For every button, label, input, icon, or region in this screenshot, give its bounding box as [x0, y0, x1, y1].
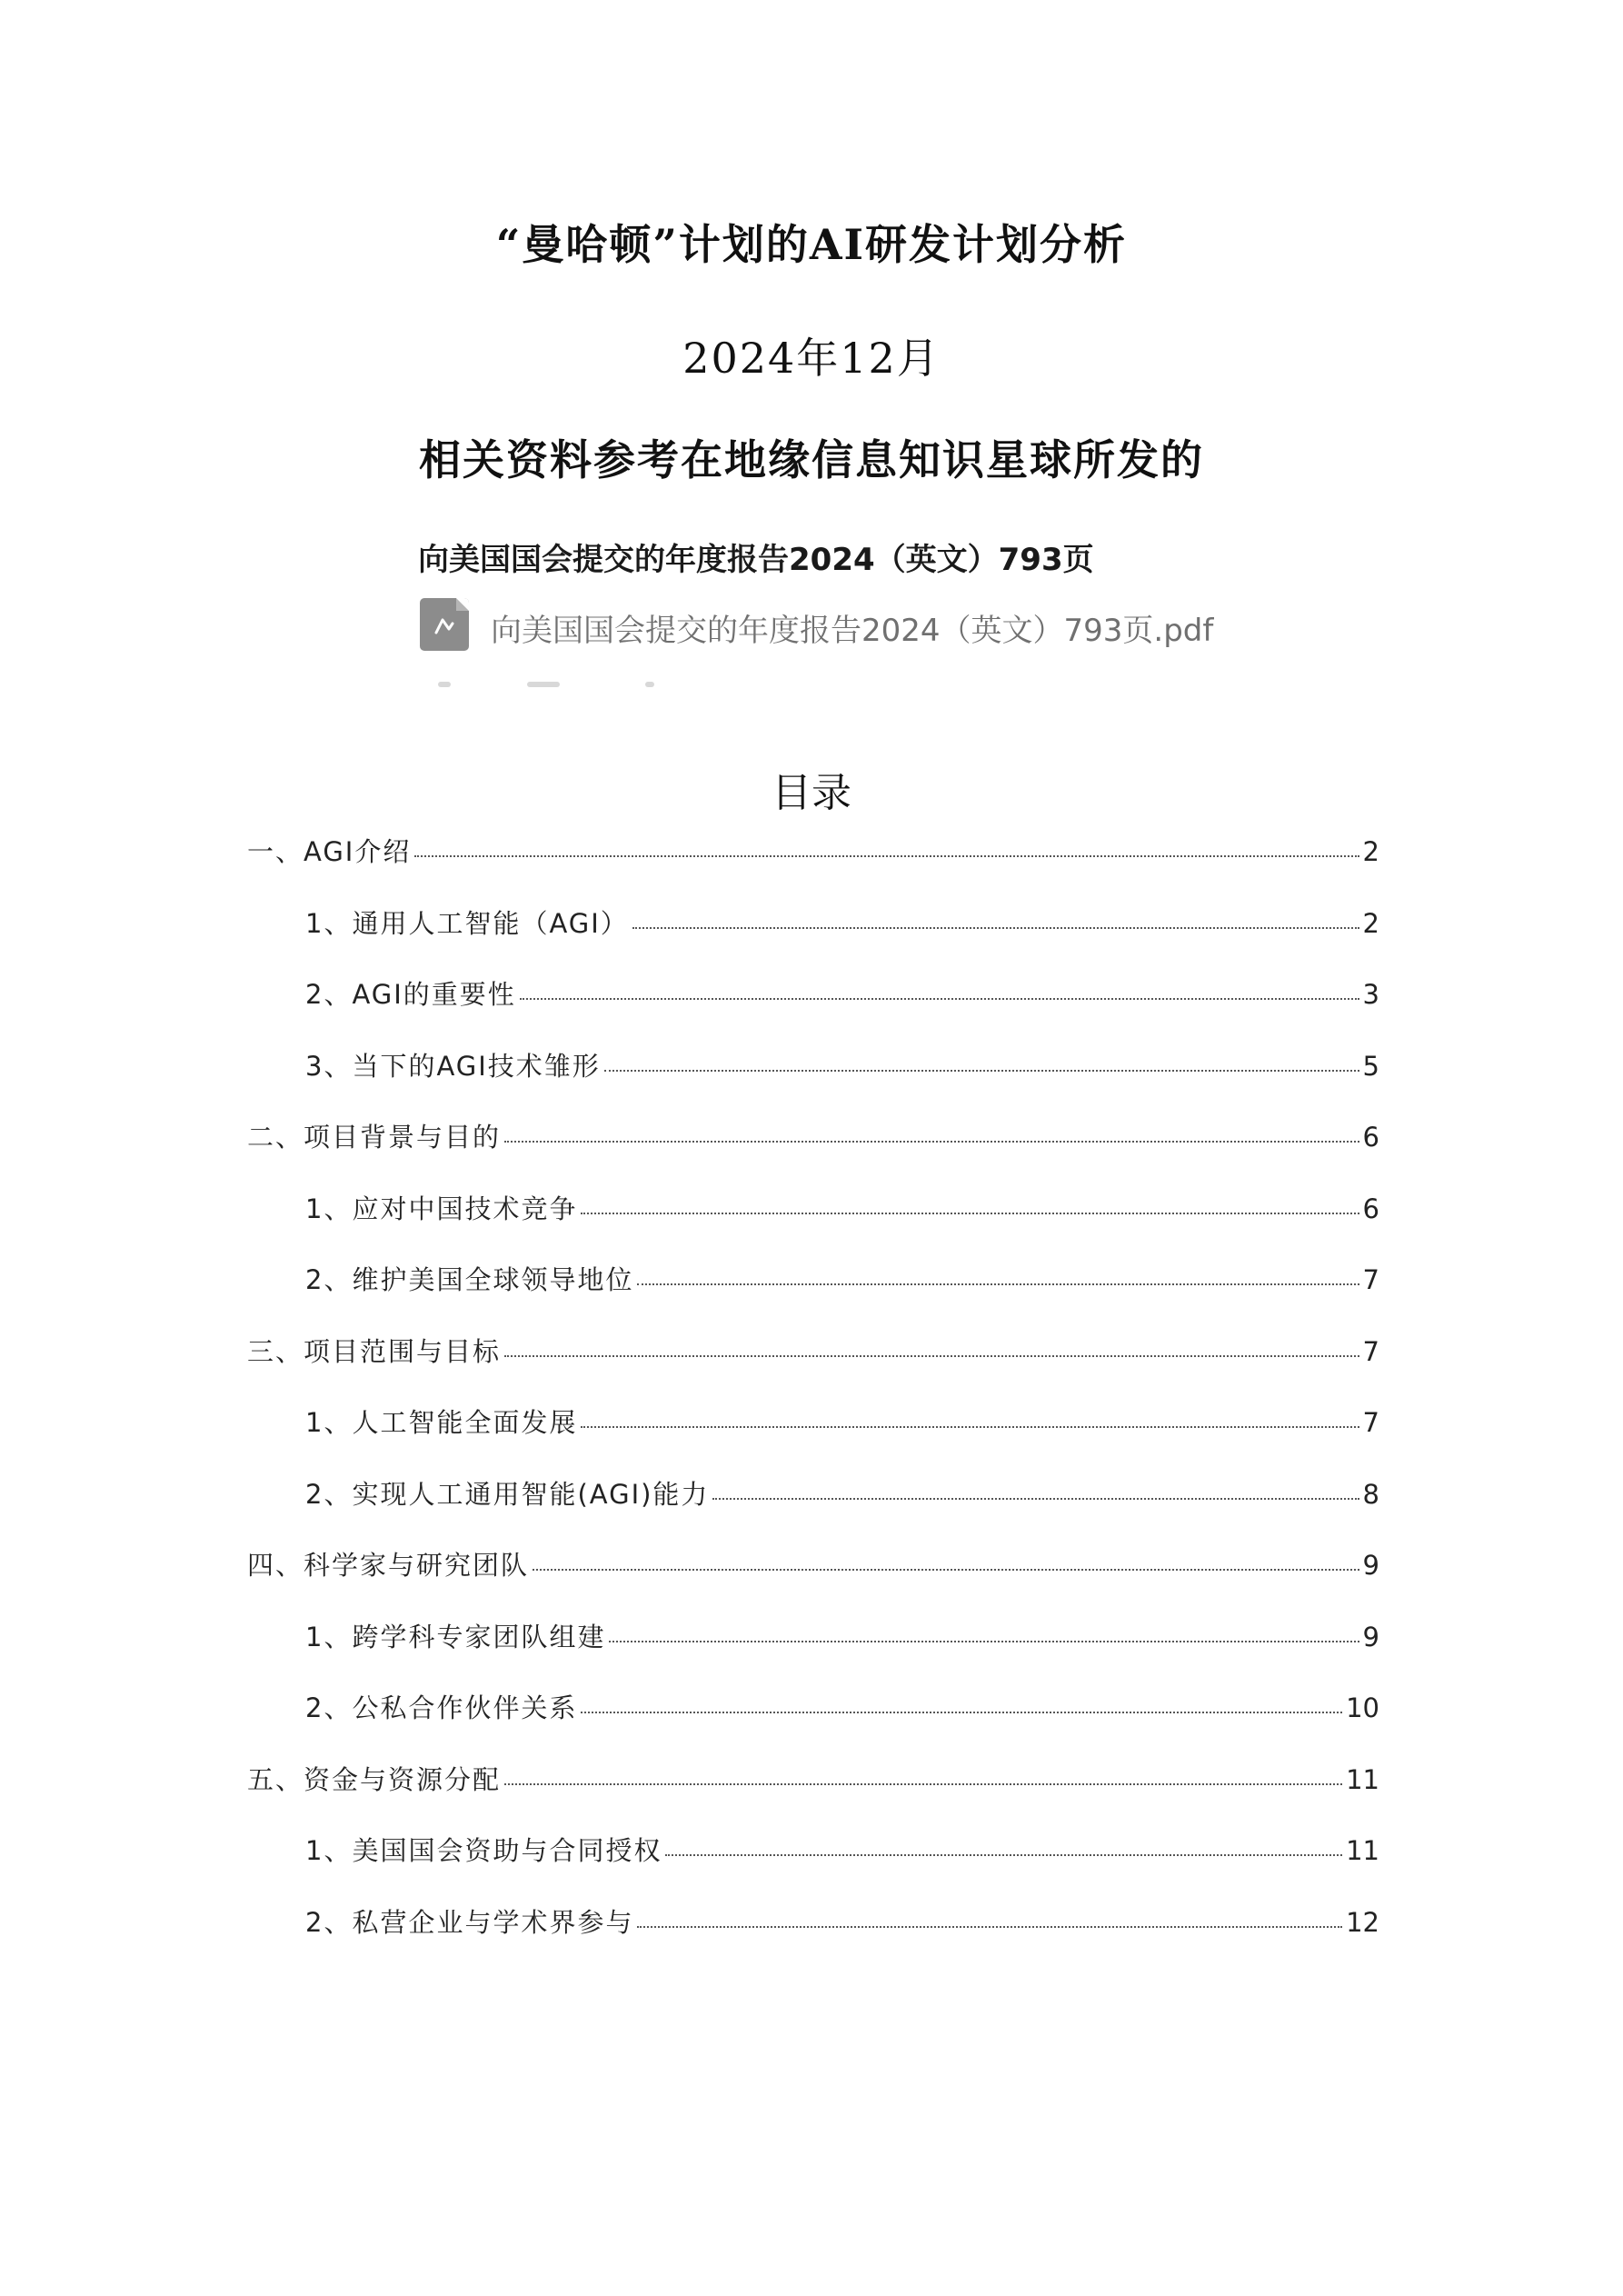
toc-page-number: 7 [1362, 1264, 1379, 1295]
toc-dot-leader [520, 998, 1359, 1000]
toc-dot-leader [581, 1426, 1359, 1428]
toc-subsection-row[interactable] [305, 974, 1379, 1012]
toc-heading: 目录 [772, 770, 851, 816]
toc-entry-label: 2、实现人工通用智能(AGI)能力 [305, 1478, 710, 1510]
toc-entry-label: 3、当下的AGI技术雏形 [305, 1050, 601, 1082]
toc-subsection-row[interactable] [305, 1260, 1379, 1297]
toc-subsection-row[interactable] [305, 1474, 1379, 1512]
toc-entry-label: 2、公私合作伙伴关系 [305, 1692, 578, 1723]
toc-page-number: 5 [1362, 1050, 1379, 1082]
toc-dot-leader [504, 1783, 1342, 1785]
toc-page-number: 8 [1362, 1478, 1379, 1510]
toc-dot-leader [604, 1070, 1359, 1072]
toc-entry-label: 2、AGI的重要性 [305, 979, 516, 1010]
toc-page-number: 7 [1362, 1335, 1379, 1367]
toc-section-row[interactable] [247, 1117, 1379, 1154]
toc-entry-label: 二、项目背景与目的 [247, 1122, 502, 1153]
toc-page-number: 3 [1362, 979, 1379, 1010]
toc-subsection-row[interactable] [305, 1688, 1379, 1725]
toc-page-number: 11 [1346, 1835, 1379, 1866]
toc-section-row[interactable] [247, 1332, 1379, 1369]
toc-dot-leader [581, 1712, 1342, 1713]
toc-page-number: 6 [1362, 1193, 1379, 1224]
document-date: 2024年12月 [682, 334, 941, 383]
toc-dot-leader [533, 1569, 1359, 1571]
toc-entry-label: 2、私营企业与学术界参与 [305, 1906, 634, 1938]
toc-entry-label: 四、科学家与研究团队 [247, 1550, 530, 1581]
toc-page-number: 6 [1362, 1122, 1379, 1153]
source-note: 相关资料参考在地缘信息知识星球所发的 [419, 435, 1204, 484]
toc-page-number: 10 [1346, 1692, 1379, 1723]
toc-page-number: 2 [1362, 907, 1379, 939]
toc-page-number: 12 [1346, 1906, 1379, 1938]
toc-subsection-row[interactable] [305, 903, 1379, 941]
toc-entry-label: 1、人工智能全面发展 [305, 1407, 578, 1438]
toc-entry-label: 1、美国国会资助与合同授权 [305, 1835, 662, 1866]
toc-dot-leader [665, 1854, 1342, 1856]
toc-subsection-row[interactable] [305, 1617, 1379, 1654]
toc-entry-label: 五、资金与资源分配 [247, 1763, 502, 1795]
toc-entry-label: 2、维护美国全球领导地位 [305, 1264, 634, 1295]
toc-dot-leader [414, 855, 1359, 857]
toc-section-row[interactable] [247, 832, 1379, 869]
toc-dot-leader [712, 1498, 1359, 1500]
toc-dot-leader [637, 1283, 1359, 1285]
toc-subsection-row[interactable] [305, 1902, 1379, 1940]
toc-dot-leader [504, 1355, 1359, 1357]
toc-entry-label: 1、跨学科专家团队组建 [305, 1621, 606, 1652]
toc-subsection-row[interactable] [305, 1046, 1379, 1083]
toc-subsection-row[interactable] [305, 1831, 1379, 1868]
toc-dot-leader [632, 927, 1359, 929]
toc-page-number: 2 [1362, 836, 1379, 867]
toc-section-row[interactable] [247, 1760, 1379, 1797]
attachment-file-name[interactable]: 向美国国会提交的年度报告2024（英文）793页.pdf [491, 613, 1214, 649]
toc-entry-label: 三、项目范围与目标 [247, 1335, 502, 1367]
toc-page-number: 9 [1362, 1621, 1379, 1652]
toc-entry-label: 1、应对中国技术竞争 [305, 1193, 578, 1224]
toc-page-number: 9 [1362, 1550, 1379, 1581]
toc-dot-leader [609, 1641, 1359, 1642]
document-title: “曼哈顿”计划的AI研发计划分析 [495, 220, 1128, 269]
toc-dot-leader [504, 1141, 1359, 1143]
toc-dot-leader [637, 1926, 1342, 1928]
toc-entry-label: 1、通用人工智能（AGI） [305, 907, 629, 939]
watermark: ​ [369, 511, 376, 530]
toc-entry-label: 一、AGI介绍 [247, 836, 412, 867]
toc-subsection-row[interactable] [305, 1403, 1379, 1440]
toc-subsection-row[interactable] [305, 1189, 1379, 1226]
toc-dot-leader [581, 1213, 1359, 1214]
attachment-title: 向美国国会提交的年度报告2024（英文）793页 [418, 542, 1094, 578]
toc-page-number: 7 [1362, 1407, 1379, 1438]
toc-section-row[interactable] [247, 1545, 1379, 1582]
toc-page-number: 11 [1346, 1763, 1379, 1795]
